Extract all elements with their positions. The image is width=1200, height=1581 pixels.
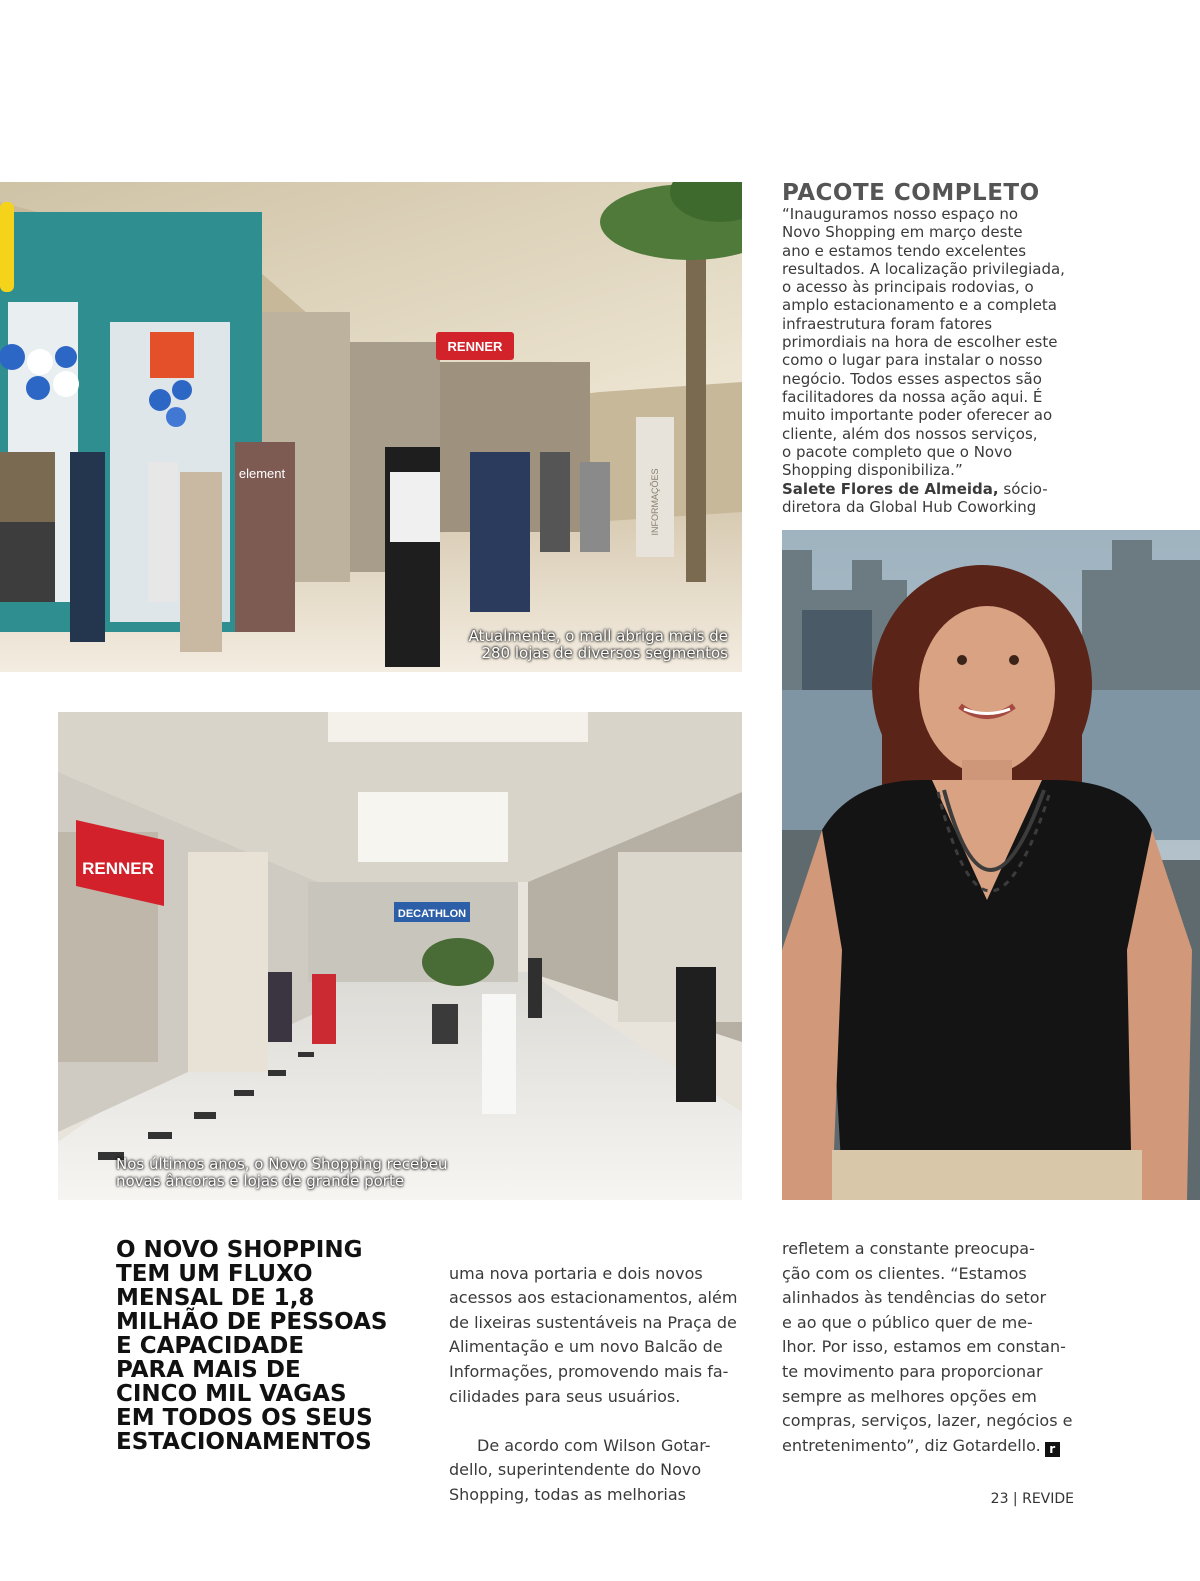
sidebar-quote: “Inauguramos nosso espaço no Novo Shopping em março deste ano e estamos tendo excelentes resultados. A localização privilegiada, o acesso às principais rodovias, o amplo estacionamento e a completa infraestrutura foram fatores primordiais na hora de escolher este como o lugar para instalar o nosso negócio. Todos esses aspectos são facilitadores da nossa ação aqui. É muito importante poder oferecer ao cliente, além dos nossos serviços, o pacote completo que o Novo Shopping disponibiliza.” <box>782 205 1065 480</box>
pull-quote: O NOVO SHOPPING TEM UM FLUXO MENSAL DE 1,8 MILHÃO DE PESSOAS E CAPACIDADE PARA MAIS DE CINCO MIL VAGAS EM TODOS OS SEUS ESTACIONAMENTOS <box>116 1237 388 1455</box>
body-paragraph-2: De acordo com Wilson Gotar- dello, superintendente do Novo Shopping, todas as melhorias <box>449 1435 711 1504</box>
sidebar-attribution <box>782 480 1082 517</box>
attribution-name: Salete Flores de Almeida, <box>782 480 999 498</box>
informacoes-pillar-text: INFORMAÇÕES <box>650 468 660 536</box>
mall-anchors-photo <box>58 712 742 1200</box>
photo-caption-mid: Nos últimos anos, o Novo Shopping recebeu novas âncoras e lojas de grande porte <box>116 1155 448 1190</box>
body-paragraph-1: uma nova portaria e dois novos acessos aos estacionamentos, além de lixeiras sustentáveis na Praça de Alimentação e um novo Balcão de Informações, promovendo mais fa- cilidades para seus usuários. <box>449 1263 738 1406</box>
page-folio: 23 | REVIDE <box>990 1491 1074 1507</box>
renner-sign-mid: RENNER <box>82 859 154 878</box>
end-of-article-mark: r <box>1045 1442 1060 1457</box>
mall-corridor-photo <box>0 182 742 672</box>
body-column-right <box>782 1237 1074 1458</box>
photo-caption-top: Atualmente, o mall abriga mais de 280 lojas de diversos segmentos <box>468 627 728 662</box>
attribution-role: sócio- diretora da Global Hub Coworking <box>782 480 1048 517</box>
shirt-text: element <box>238 466 286 481</box>
body-column-middle <box>449 1237 741 1532</box>
decathlon-sign: DECATHLON <box>397 908 467 920</box>
renner-sign-top: RENNER <box>447 339 503 354</box>
sidebar-title: PACOTE COMPLETO <box>782 180 1040 206</box>
body-paragraph-3: refletem a constante preocupa- ção com os clientes. “Estamos alinhados às tendências do setor e ao que o público quer de me- lhor. Por isso, estamos em constan- te movimento para proporcionar sempre as melhores opções em compras, serviços, lazer, negócios e entretenimento”, diz Gotardello. <box>782 1239 1073 1455</box>
portrait-photo <box>782 530 1200 1200</box>
